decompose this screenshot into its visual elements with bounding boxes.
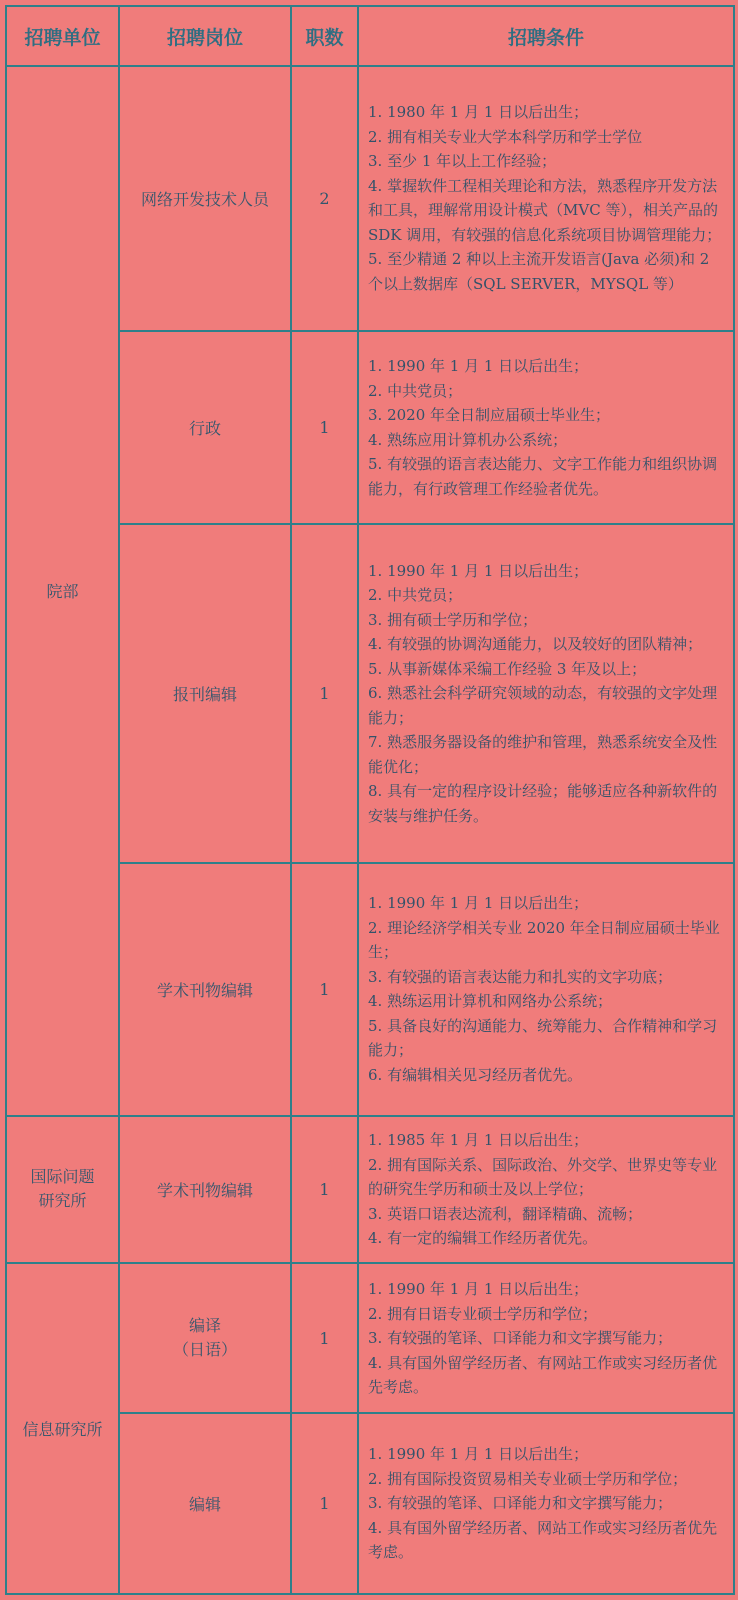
header-conditions: 招聘条件 bbox=[358, 6, 734, 66]
position-cell: 报刊编辑 bbox=[119, 524, 291, 863]
condition-item: 2. 拥有相关专业大学本科学历和学士学位 bbox=[368, 127, 643, 146]
position-cell: 学术刊物编辑 bbox=[119, 1116, 291, 1263]
condition-item: 2. 拥有日语专业硕士学历和学位； bbox=[368, 1304, 598, 1323]
condition-item: 5. 从事新媒体采编工作经验 3 年及以上； bbox=[368, 659, 647, 678]
condition-item: 7. 熟悉服务器设备的维护和管理，熟悉系统安全及性能优化； bbox=[368, 733, 718, 776]
unit-cell-yuanbu: 院部 bbox=[6, 66, 119, 1116]
count-cell: 1 bbox=[291, 1116, 358, 1263]
condition-item: 1. 1990 年 1 月 1 日以后出生； bbox=[368, 357, 589, 376]
condition-item: 5. 有较强的语言表达能力、文字工作能力和组织协调能力，有行政管理工作经验者优先。 bbox=[368, 455, 718, 498]
condition-item: 1. 1985 年 1 月 1 日以后出生； bbox=[368, 1131, 589, 1150]
condition-item: 2. 拥有国际投资贸易相关专业硕士学历和学位； bbox=[368, 1469, 688, 1488]
condition-item: 8. 具有一定的程序设计经验；能够适应各种新软件的安装与维护任务。 bbox=[368, 782, 718, 825]
conditions-cell bbox=[358, 524, 734, 863]
unit-label-line: 国际问题 bbox=[30, 1167, 95, 1187]
condition-item: 3. 有较强的语言表达能力和扎实的文字功底； bbox=[368, 967, 673, 986]
table-row bbox=[6, 1116, 734, 1263]
conditions-cell bbox=[358, 1263, 734, 1413]
count-cell: 1 bbox=[291, 331, 358, 524]
header-position: 招聘岗位 bbox=[119, 6, 291, 66]
condition-item: 6. 有编辑相关见习经历者优先。 bbox=[368, 1065, 583, 1084]
condition-item: 4. 具有国外留学经历者、网站工作或实习经历者优先考虑。 bbox=[368, 1518, 718, 1562]
position-cell: 编辑 bbox=[119, 1413, 291, 1594]
condition-item: 2. 理论经济学相关专业 2020 年全日制应届硕士毕业生； bbox=[368, 918, 720, 962]
position-label-line: 编译 bbox=[188, 1316, 221, 1336]
count-cell: 1 bbox=[291, 863, 358, 1116]
condition-item: 1. 1990 年 1 月 1 日以后出生； bbox=[368, 561, 589, 580]
count-cell: 1 bbox=[291, 1413, 358, 1594]
recruitment-table bbox=[5, 5, 735, 1595]
condition-item: 3. 至少 1 年以上工作经验； bbox=[368, 152, 557, 171]
count-cell: 1 bbox=[291, 524, 358, 863]
condition-item: 1. 1990 年 1 月 1 日以后出生； bbox=[368, 1445, 589, 1464]
condition-item: 2. 拥有国际关系、国际政治、外交学、世界史等专业的研究生学历和硕士及以上学位； bbox=[368, 1155, 718, 1199]
condition-item: 4. 掌握软件工程相关理论和方法，熟悉程序开发方法和工具，理解常用设计模式（MVC 等），相关产品的 SDK 调用，有较强的信息化系统项目协调管理能力； bbox=[368, 176, 722, 244]
conditions-cell bbox=[358, 863, 734, 1116]
condition-item: 3. 有较强的笔译、口译能力和文字撰写能力； bbox=[368, 1329, 673, 1348]
position-label-line: （日语） bbox=[172, 1340, 237, 1360]
conditions-cell bbox=[358, 66, 734, 331]
condition-item: 5. 至少精通 2 种以上主流开发语言(Java 必须)和 2 个以上数据库（SQL SERVER，MYSQL 等） bbox=[368, 250, 710, 293]
condition-item: 5. 具备良好的沟通能力、统筹能力、合作精神和学习能力； bbox=[368, 1016, 718, 1060]
condition-item: 3. 2020 年全日制应届硕士毕业生； bbox=[368, 406, 611, 425]
table-row bbox=[6, 1263, 734, 1413]
header-row bbox=[6, 6, 734, 66]
condition-item: 4. 熟练运用计算机和网络办公系统； bbox=[368, 992, 613, 1011]
condition-item: 1. 1990 年 1 月 1 日以后出生； bbox=[368, 1280, 589, 1299]
header-unit: 招聘单位 bbox=[6, 6, 119, 66]
condition-item: 3. 拥有硕士学历和学位； bbox=[368, 610, 538, 629]
unit-label-line: 研究所 bbox=[38, 1191, 87, 1211]
count-cell: 1 bbox=[291, 1263, 358, 1413]
count-cell: 2 bbox=[291, 66, 358, 331]
condition-item: 2. 中共党员； bbox=[368, 381, 463, 400]
condition-item: 4. 有较强的协调沟通能力，以及较好的团队精神； bbox=[368, 635, 703, 654]
unit-cell-info: 信息研究所 bbox=[6, 1263, 119, 1594]
conditions-cell bbox=[358, 1116, 734, 1263]
unit-cell-international bbox=[6, 1116, 119, 1263]
condition-item: 4. 有一定的编辑工作经历者优先。 bbox=[368, 1229, 598, 1248]
condition-item: 3. 有较强的笔译、口译能力和文字撰写能力； bbox=[368, 1494, 673, 1513]
table-row bbox=[6, 66, 734, 331]
position-cell: 网络开发技术人员 bbox=[119, 66, 291, 331]
conditions-cell bbox=[358, 1413, 734, 1594]
position-cell: 行政 bbox=[119, 331, 291, 524]
condition-item: 3. 英语口语表达流利，翻译精确、流畅； bbox=[368, 1204, 643, 1223]
condition-item: 2. 中共党员； bbox=[368, 586, 463, 605]
condition-item: 6. 熟悉社会科学研究领域的动态，有较强的文字处理能力； bbox=[368, 684, 718, 727]
position-cell: 学术刊物编辑 bbox=[119, 863, 291, 1116]
condition-item: 4. 具有国外留学经历者、有网站工作或实习经历者优先考虑。 bbox=[368, 1353, 718, 1397]
position-cell bbox=[119, 1263, 291, 1413]
condition-item: 1. 1990 年 1 月 1 日以后出生； bbox=[368, 894, 589, 913]
header-count: 职数 bbox=[291, 6, 358, 66]
conditions-cell bbox=[358, 331, 734, 524]
condition-item: 4. 熟练应用计算机办公系统； bbox=[368, 430, 568, 449]
condition-item: 1. 1980 年 1 月 1 日以后出生； bbox=[368, 103, 589, 122]
